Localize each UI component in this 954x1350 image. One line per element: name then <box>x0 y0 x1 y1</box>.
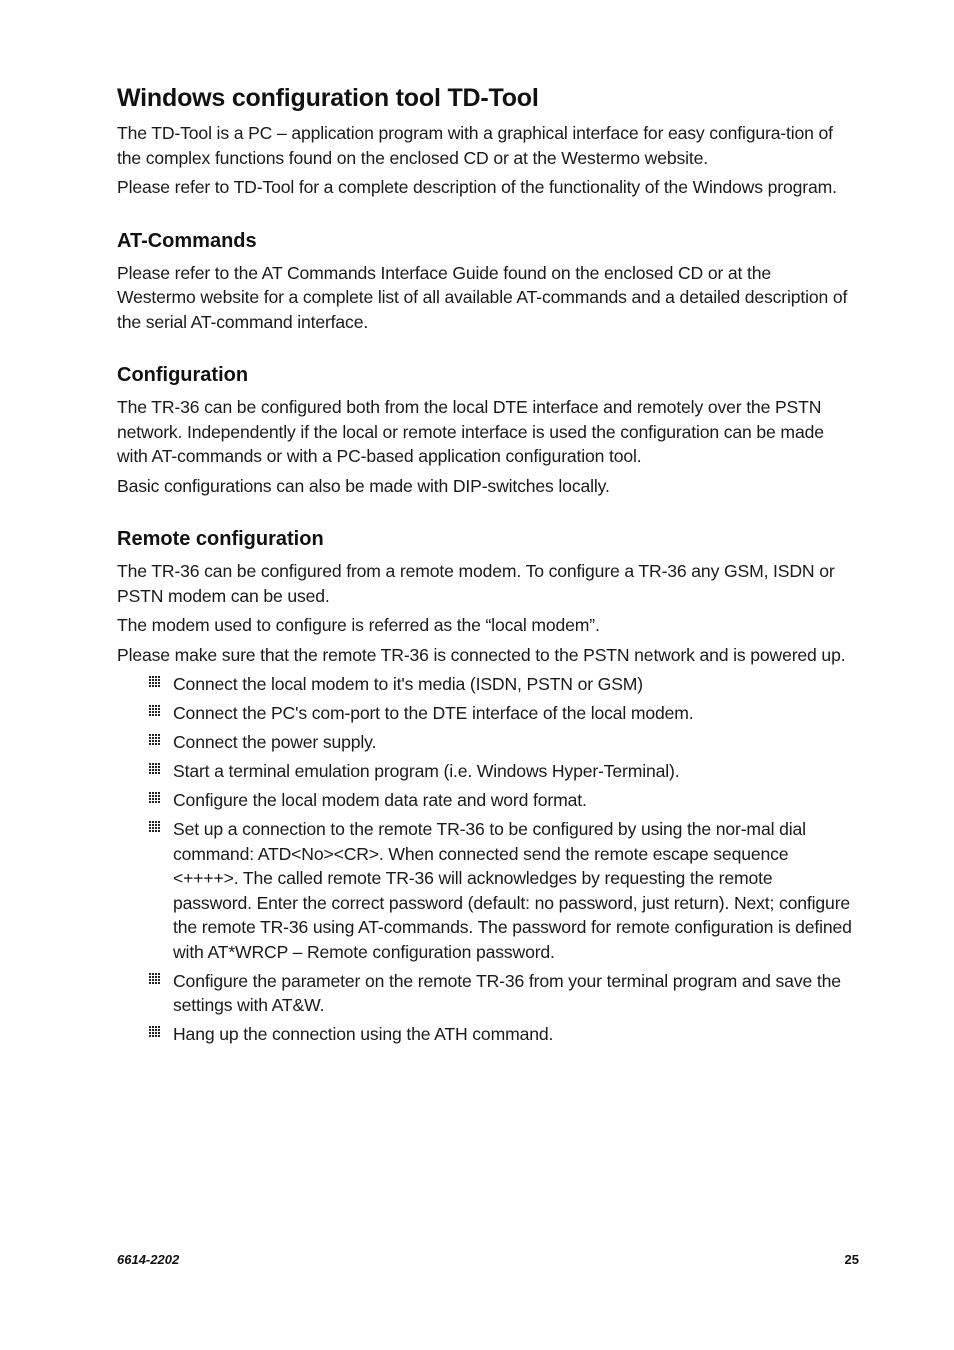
list-item-text: Start a terminal emulation program (i.e. Windows Hyper-Terminal). <box>173 761 680 781</box>
page-number: 25 <box>844 1252 859 1267</box>
list-item <box>149 672 852 697</box>
section-heading-at-commands: AT-Commands <box>117 229 257 252</box>
intro-paragraph: The TD-Tool is a PC – application program with a graphical interface for easy configura-tion of the complex functions found on the enclosed CD or at the Westermo website. <box>117 123 833 168</box>
list-item-text: Configure the parameter on the remote TR-36 from your terminal program and save the settings with AT&W. <box>173 970 841 1015</box>
grid-bullet-icon <box>149 973 160 985</box>
document-number: 6614-2202 <box>117 1252 180 1267</box>
grid-bullet-icon <box>149 792 160 804</box>
configuration-paragraph: Basic configurations can also be made with DIP-switches locally. <box>117 475 610 496</box>
list-item <box>149 730 852 755</box>
list-item <box>149 788 852 813</box>
list-item-text: Connect the PC's com-port to the DTE interface of the local modem. <box>173 703 694 723</box>
at-commands-paragraph: Please refer to the AT Commands Interface Guide found on the enclosed CD or at the Westermo website for a complete list of all available AT-commands and a detailed description of the serial AT-command interface. <box>117 262 848 332</box>
grid-bullet-icon <box>149 1026 160 1038</box>
remote-steps-list <box>117 672 852 1047</box>
list-item <box>149 969 852 1018</box>
grid-bullet-icon <box>149 734 160 746</box>
page-content <box>117 84 852 1051</box>
list-item-text: Connect the power supply. <box>173 732 377 752</box>
configuration-paragraph: The TR-36 can be configured both from the local DTE interface and remotely over the PSTN network. Independently if the local or remote interface is used the configuration can be made with AT-commands or with a PC-based application configuration tool. <box>117 397 824 466</box>
intro-paragraph: Please refer to TD-Tool for a complete description of the functionality of the Windows program. <box>117 177 837 197</box>
section-heading-configuration: Configuration <box>117 364 249 386</box>
page-footer <box>117 1252 859 1270</box>
list-item-text: Configure the local modem data rate and word format. <box>173 790 587 810</box>
page-title: Windows configuration tool TD-Tool <box>117 84 539 112</box>
list-item <box>149 1022 852 1047</box>
list-item-text: Hang up the connection using the ATH command. <box>173 1024 554 1044</box>
list-item <box>149 701 852 726</box>
list-item-text: Set up a connection to the remote TR-36 to be configured by using the nor-mal dial command: ATD<No><CR>. When connected send the remote escape sequence <++++>. The called remote TR-36 will acknowledges by requesting the remote password. Enter the correct password (default: no password, just return). Next; configure the remote TR-36 using AT-commands. The password for remote configuration is defined with AT*WRCP – Remote configuration password. <box>173 819 852 962</box>
grid-bullet-icon <box>149 763 160 775</box>
section-heading-remote-configuration: Remote configuration <box>117 528 324 550</box>
remote-paragraph: The modem used to configure is referred as the “local modem”. <box>117 615 600 635</box>
list-item-text: Connect the local modem to it's media (ISDN, PSTN or GSM) <box>173 674 643 694</box>
remote-paragraph: The TR-36 can be configured from a remote modem. To configure a TR-36 any GSM, ISDN or PSTN modem can be used. <box>117 561 835 606</box>
grid-bullet-icon <box>149 821 160 833</box>
grid-bullet-icon <box>149 676 160 688</box>
list-item <box>149 817 852 964</box>
grid-bullet-icon <box>149 705 160 717</box>
list-item <box>149 759 852 784</box>
remote-paragraph: Please make sure that the remote TR-36 is connected to the PSTN network and is powered up. <box>117 644 846 665</box>
